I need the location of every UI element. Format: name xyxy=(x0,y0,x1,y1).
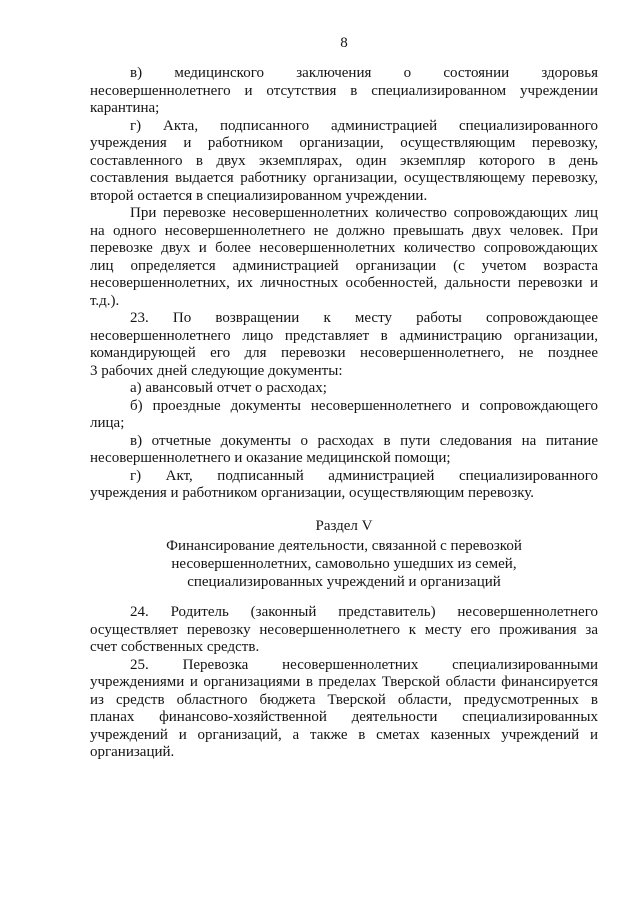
paragraph-line: командирующей его для перевозки несовершеннолетнего, не позднее xyxy=(90,345,598,361)
paragraph-line: г) Акта, подписанного администрацией специализированного xyxy=(130,117,598,134)
document-body-top xyxy=(90,65,598,503)
paragraph-line: в) медицинского заключения о состоянии здоровья xyxy=(130,65,598,81)
paragraph-line: перевозке двух и более несовершеннолетних количество сопровождающих xyxy=(90,240,598,256)
paragraph-line: из средств областного бюджета Тверской области, предусмотренных в xyxy=(90,691,598,708)
list-item-b xyxy=(90,398,598,433)
paragraph-line: 3 рабочих дней следующие документы: xyxy=(90,362,343,379)
section-label: Раздел V xyxy=(315,518,373,534)
paragraph-escort-count xyxy=(90,205,598,310)
page-number: 8 xyxy=(340,35,348,51)
paragraph-line: лица; xyxy=(90,415,125,431)
document-body-bottom xyxy=(90,604,598,762)
paragraph-line: учреждения и работником организации, осуществляющим перевозку. xyxy=(90,485,535,501)
section-title-line: несовершеннолетних, самовольно ушедших из семей, xyxy=(171,556,517,572)
paragraph-line: планах финансово-хозяйственной деятельности специализированных xyxy=(90,709,598,725)
paragraph-line: составленного в двух экземплярах, один экземпляр которого в день xyxy=(90,152,598,169)
paragraph-line: несовершеннолетних, их личностных особенностей, дальности перевозки и xyxy=(90,275,598,291)
paragraph-line: 24. Родитель (законный представитель) несовершеннолетнего xyxy=(130,604,598,620)
section-title-line: специализированных учреждений и организаций xyxy=(187,574,501,590)
paragraph-line: лиц определяется администрацией организации (с учетом возраста xyxy=(90,257,598,274)
paragraph-line: несовершеннолетнего и оказание медицинской помощи; xyxy=(90,450,451,466)
paragraph-line: второй остается в специализированном учреждении. xyxy=(90,187,428,204)
paragraph-line: карантина; xyxy=(90,100,160,116)
paragraph-line: т.д.). xyxy=(90,292,120,309)
paragraph-line: б) проездные документы несовершеннолетнего и сопровождающего xyxy=(130,397,598,414)
list-item-c xyxy=(90,433,598,468)
paragraph-23 xyxy=(90,310,598,380)
paragraph-line: учреждения и работником организации, осуществляющим перевозку, xyxy=(90,135,598,151)
paragraph-item-g-act xyxy=(90,118,598,206)
paragraph-line: осуществляет перевозку несовершеннолетнего к месту его проживания за xyxy=(90,621,598,638)
paragraph-line: г) Акт, подписанный администрацией специализированного xyxy=(130,467,598,484)
section-heading xyxy=(90,517,598,591)
paragraph-line: несовершеннолетнего и отсутствия в специализированном учреждении xyxy=(90,82,598,99)
list-item-a xyxy=(90,380,598,398)
paragraph-line: в) отчетные документы о расходах в пути следования на питание xyxy=(130,432,598,449)
paragraph-line: 25. Перевозка несовершеннолетних специализированными xyxy=(130,656,598,673)
paragraph-24 xyxy=(90,604,598,657)
paragraph-line: При перевозке несовершеннолетних количество сопровождающих лиц xyxy=(130,205,598,221)
paragraph-line: счет собственных средств. xyxy=(90,639,260,655)
paragraph-line: организаций. xyxy=(90,744,175,760)
section-title-line: Финансирование деятельности, связанной с перевозкой xyxy=(166,538,522,554)
list-item-d xyxy=(90,468,598,503)
paragraph-line: а) авансовый отчет о расходах; xyxy=(130,380,327,396)
paragraph-line: на одного несовершеннолетнего не должно превышать двух человек. При xyxy=(90,222,598,239)
paragraph-25 xyxy=(90,657,598,762)
paragraph-line: учреждений и организаций, а также в сметах казенных учреждений и xyxy=(90,726,598,743)
paragraph-line: учреждениями и организациями в пределах Тверской области финансируется xyxy=(90,674,598,690)
paragraph-item-v-medical-report xyxy=(90,65,598,118)
paragraph-line: несовершеннолетнего лицо представляет в администрацию организации, xyxy=(90,327,598,344)
paragraph-line: составления выдается работнику организации, осуществляющему перевозку, xyxy=(90,170,598,186)
paragraph-line: 23. По возвращении к месту работы сопровождающее xyxy=(130,310,598,326)
